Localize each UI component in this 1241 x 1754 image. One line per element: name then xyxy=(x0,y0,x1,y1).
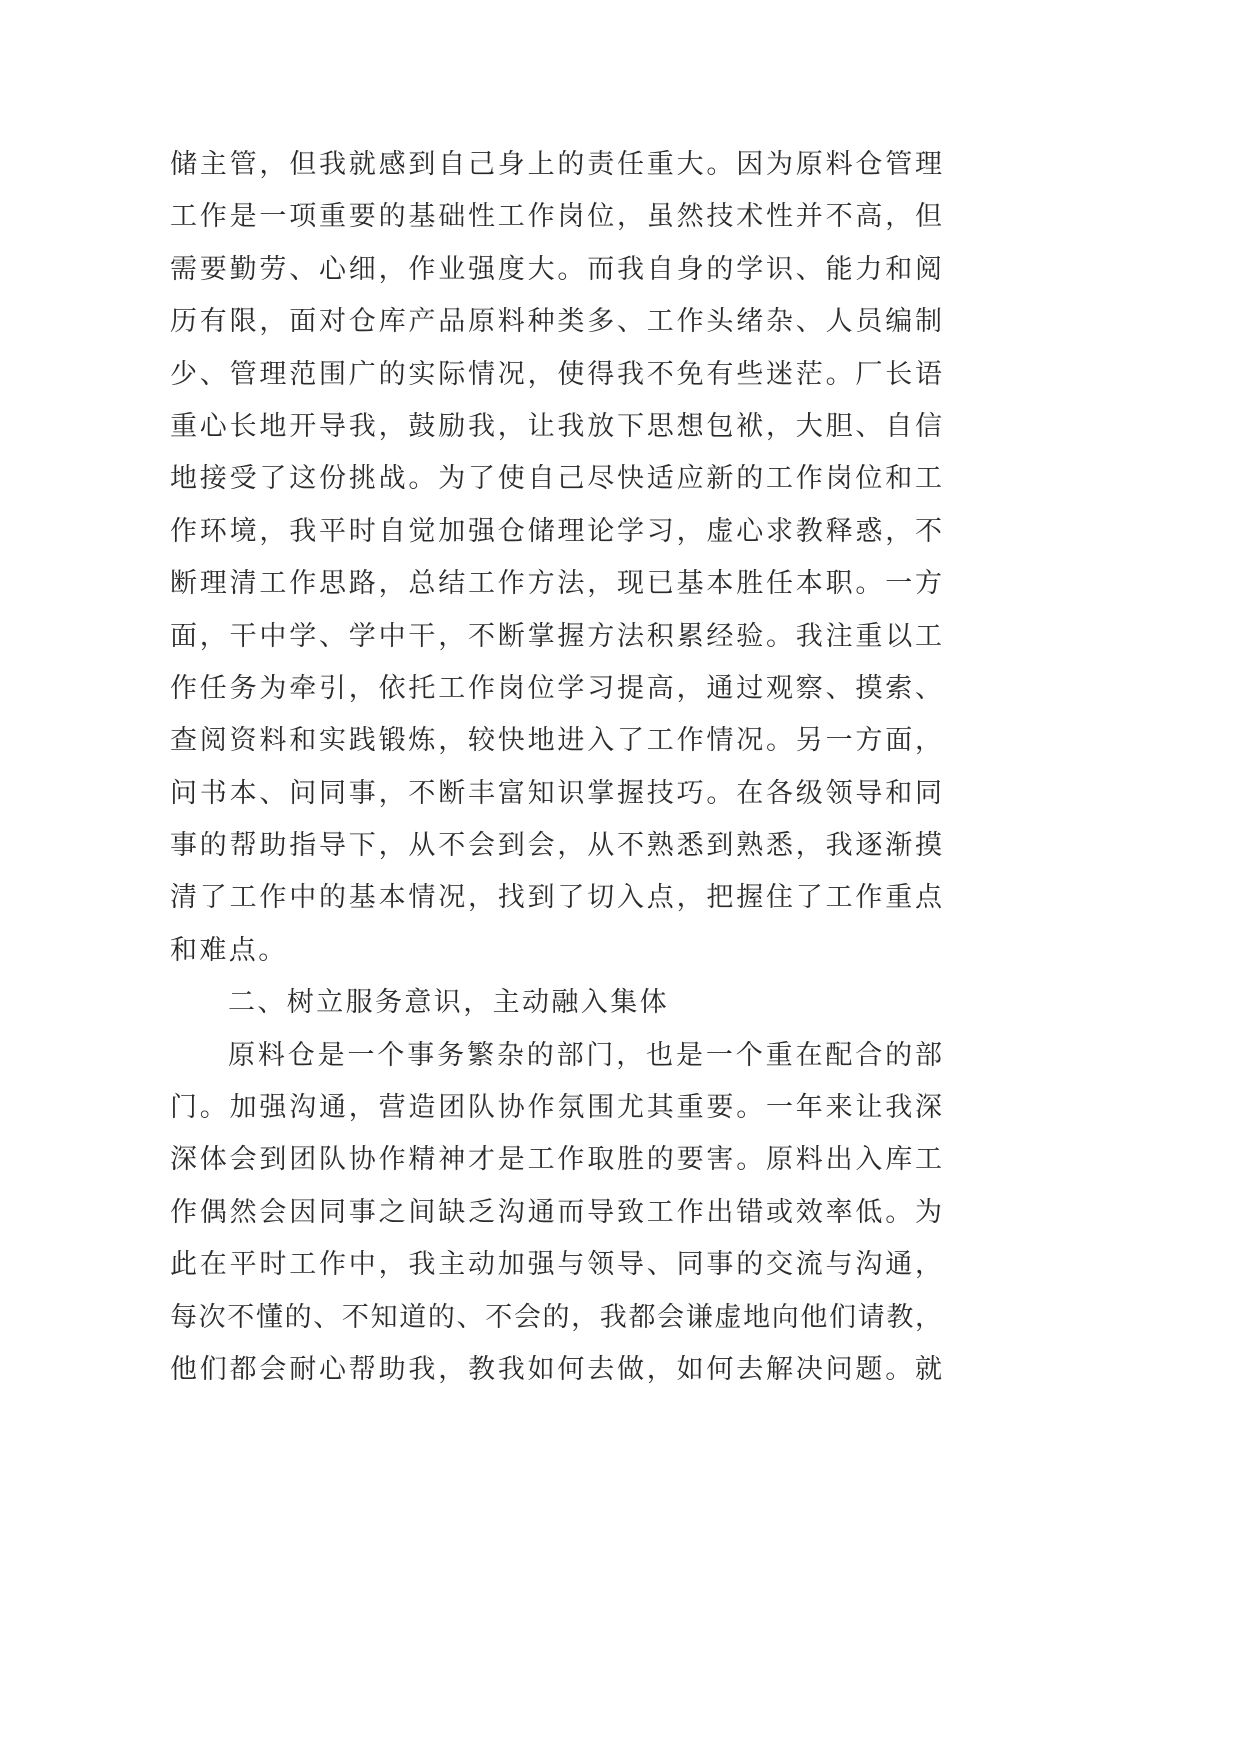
text-line: 作环境，我平时自觉加强仓储理论学习，虚心求教释惑，不 xyxy=(170,515,942,547)
text-line: 他们都会耐心帮助我，教我如何去做，如何去解决问题。就 xyxy=(170,1353,942,1385)
text-line: 面，干中学、学中干，不断掌握方法积累经验。我注重以工 xyxy=(170,620,942,652)
text-line: 清了工作中的基本情况，找到了切入点，把握住了工作重点 xyxy=(170,882,942,914)
text-line: 作任务为牵引，依托工作岗位学习提高，通过观察、摸索、 xyxy=(170,672,942,704)
text-line: 需要勤劳、心细，作业强度大。而我自身的学识、能力和阅 xyxy=(170,253,942,285)
text-line: 历有限，面对仓库产品原料种类多、工作头绪杂、人员编制 xyxy=(170,306,942,338)
text-line: 和难点。 xyxy=(170,934,288,966)
text-line: 地接受了这份挑战。为了使自己尽快适应新的工作岗位和工 xyxy=(170,463,942,495)
text-line: 此在平时工作中，我主动加强与领导、同事的交流与沟通， xyxy=(170,1249,942,1281)
text-line: 工作是一项重要的基础性工作岗位，虽然技术性并不高，但 xyxy=(170,201,942,233)
text-line: 少、管理范围广的实际情况，使得我不免有些迷茫。厂长语 xyxy=(170,358,942,390)
text-line: 断理清工作思路，总结工作方法，现已基本胜任本职。一方 xyxy=(170,568,942,600)
text-line: 重心长地开导我，鼓励我，让我放下思想包袱，大胆、自信 xyxy=(170,410,942,442)
body-text xyxy=(170,139,942,1396)
section-heading: 二、树立服务意识，主动融入集体 xyxy=(228,987,669,1019)
text-line: 门。加强沟通，营造团队协作氛围尤其重要。一年来让我深 xyxy=(170,1092,942,1124)
text-line: 查阅资料和实践锻炼，较快地进入了工作情况。另一方面， xyxy=(170,725,942,757)
text-line: 每次不懂的、不知道的、不会的，我都会谦虚地向他们请教， xyxy=(170,1301,942,1333)
text-line: 作偶然会因同事之间缺乏沟通而导致工作出错或效率低。为 xyxy=(170,1196,942,1228)
text-line: 原料仓是一个事务繁杂的部门，也是一个重在配合的部 xyxy=(228,1039,942,1071)
text-line: 事的帮助指导下，从不会到会，从不熟悉到熟悉，我逐渐摸 xyxy=(170,830,942,862)
text-line: 问书本、问同事，不断丰富知识掌握技巧。在各级领导和同 xyxy=(170,777,942,809)
text-line: 储主管，但我就感到自己身上的责任重大。因为原料仓管理 xyxy=(170,149,942,180)
text-line: 深体会到团队协作精神才是工作取胜的要害。原料出入库工 xyxy=(170,1144,942,1176)
